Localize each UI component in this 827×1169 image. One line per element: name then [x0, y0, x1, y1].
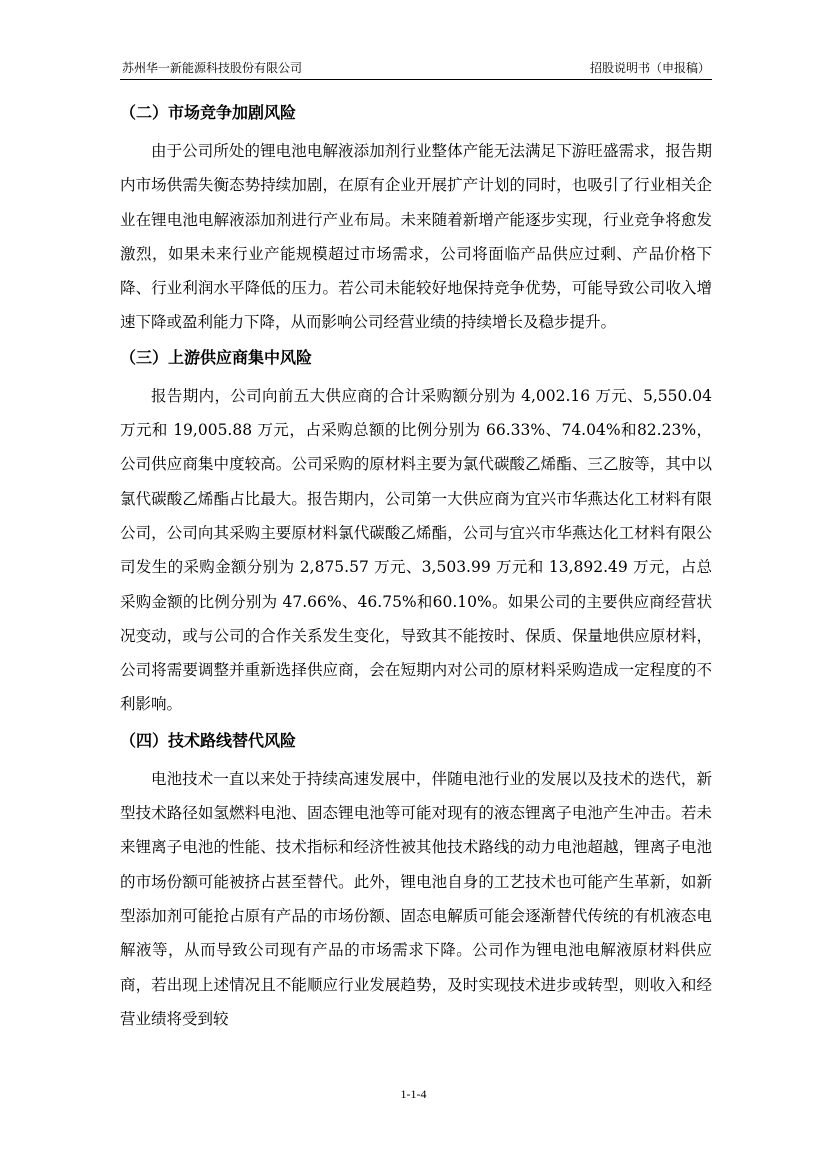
section-heading-technology-substitution: （四）技术路线替代风险 — [120, 730, 297, 750]
document-body — [120, 96, 712, 1036]
section-heading-supplier-concentration: （三）上游供应商集中风险 — [120, 347, 313, 367]
header-company-name: 苏州华一新能源科技股份有限公司 — [122, 61, 303, 75]
section-heading-market-competition: （二）市场竞争加剧风险 — [120, 103, 297, 122]
page-header — [120, 57, 712, 80]
section-paragraph-technology-substitution: 电池技术一直以来处于持续高速发展中，伴随电池行业的发展以及技术的迭代，新型技术路径如氢燃料电池、固态锂电池等可能对现有的液态锂离子电池产生冲击。若未来锂离子电池的性能、技术指标和经济性被其他技术路线的动力电池超越，锂离子电池的市场份额可能被挤占甚至替代。此外，锂电池自身的工艺技术也可能产生革新，如新型添加剂可能抢占原有产品的市场份额、固态电解质可能会逐渐替代传统的有机液态电解液等，从而导致公司现有产品的市场需求下降。公司作为锂电池电解液原材料供应商，若出现上述情况且不能顺应行业发展趋势，及时实现技术进步或转型，则收入和经营业绩将受到较 — [120, 769, 712, 1028]
page-number: 1-1-4 — [400, 1087, 427, 1101]
section-paragraph-supplier-concentration: 报告期内，公司向前五大供应商的合计采购额分别为 4,002.16 万元、5,550.04 万元和 19,005.88 万元，占采购总额的比例分别为 66.33%、74.04%和82.23%，公司供应商集中度较高。公司采购的原材料主要为氯代碳酸乙烯酯、三乙胺等，其中以氯代碳酸乙烯酯占比最大。报告期内，公司第一大供应商为宜兴市华燕达化工材料有限公司，公司向其采购主要原材料氯代碳酸乙烯酯，公司与宜兴市华燕达化工材料有限公司发生的采购金额分别为 2,875.57 万元、3,503.99 万元和 13,892.49 万元，占总采购金额的比例分别为 47.66%、46.75%和60.10%。如果公司的主要供应商经营状况变动，或与公司的合作关系发生变化，导致其不能按时、保质、保量地供应原材料，公司将需要调整并重新选择供应商，会在短期内对公司的原材料采购造成一定程度的不利影响。 — [120, 386, 712, 714]
section-paragraph-market-competition: 由于公司所处的锂电池电解液添加剂行业整体产能无法满足下游旺盛需求，报告期内市场供需失衡态势持续加剧，在原有企业开展扩产计划的同时，也吸引了行业相关企业在锂电池电解液添加剂进行产业布局。未来随着新增产能逐步实现，行业竞争将愈发激烈，如果未来行业产能规模超过市场需求，公司将面临产品供应过剩、产品价格下降、行业利润水平降低的压力。若公司未能较好地保持竞争优势，可能导致公司收入增速下降或盈利能力下降，从而影响公司经营业绩的持续增长及稳步提升。 — [120, 142, 712, 332]
header-document-title: 招股说明书（申报稿） — [589, 61, 710, 75]
